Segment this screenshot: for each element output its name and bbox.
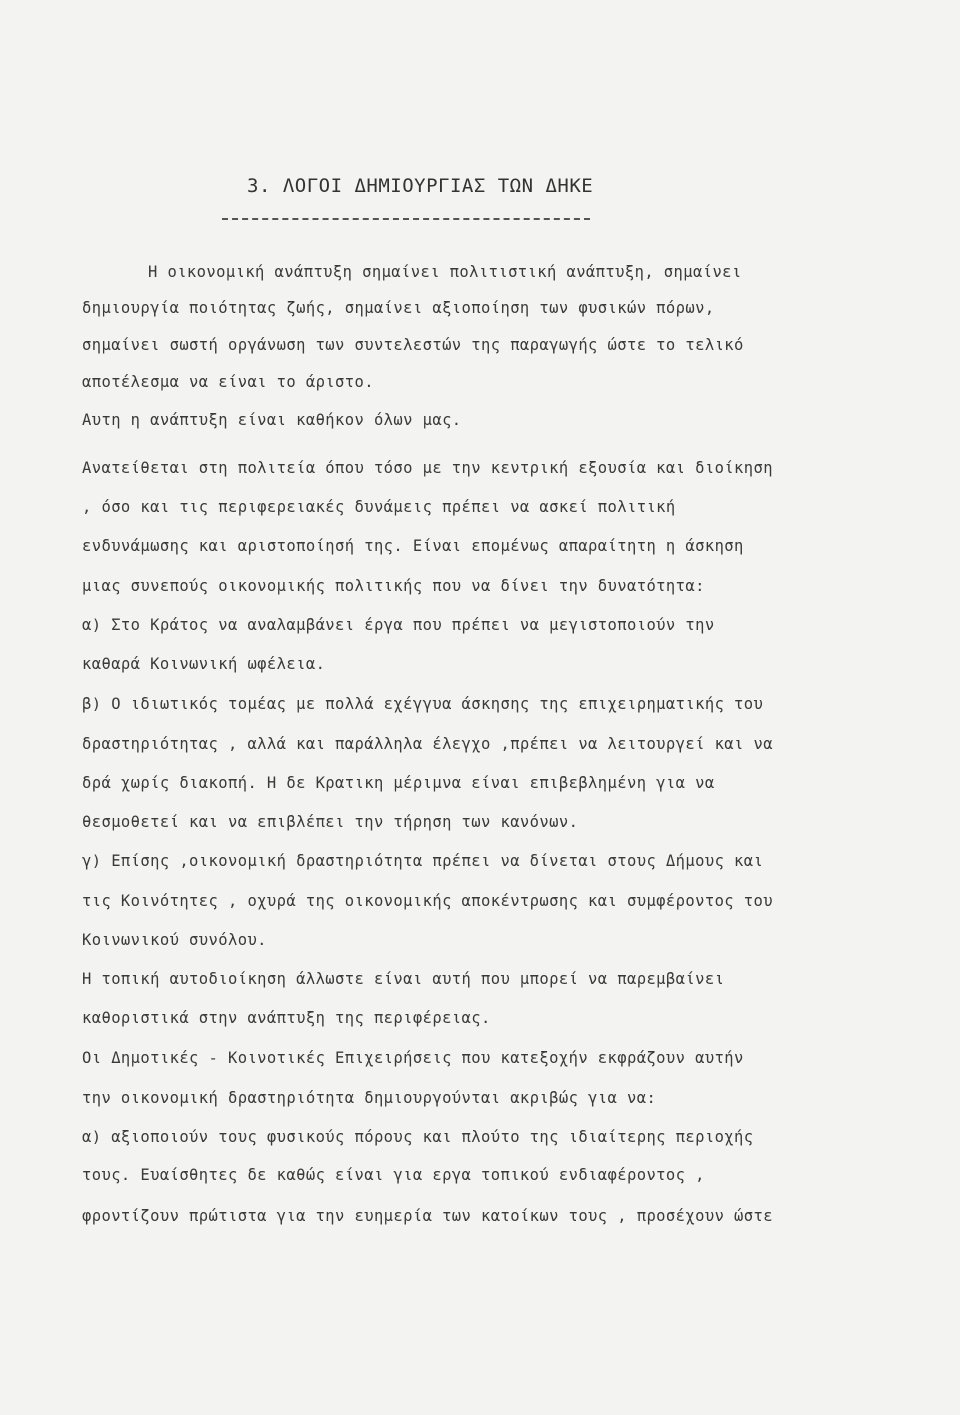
text-line: Οι Δημοτικές - Κοινοτικές Επιχειρήσεις που κατεξοχήν εκφράζουν αυτήν <box>82 1049 744 1067</box>
text-line: φροντίζουν πρώτιστα για την ευημερία των κατοίκων τους , προσέχουν ώστε <box>82 1207 773 1225</box>
text-line: την οικονομική δραστηριότητα δημιουργούνται ακριβώς για να: <box>82 1089 657 1107</box>
text-line: , όσο και τις περιφερειακές δυνάμεις πρέπει να ασκεί πολιτική <box>82 498 676 516</box>
text-line: Ανατείθεται στη πολιτεία όπου τόσο με την κεντρική εξουσία και διοίκηση <box>82 459 773 477</box>
text-line: α) Στο Κράτος να αναλαμβάνει έργα που πρέπει να μεγιστοποιούν την <box>82 616 715 634</box>
text-line: α) αξιοποιούν τους φυσικούς πόρους και πλούτο της ιδιαίτερης περιοχής <box>82 1128 754 1146</box>
text-line: δημιουργία ποιότητας ζωής, σημαίνει αξιοποίηση των φυσικών πόρων, <box>82 299 715 317</box>
text-line: μιας συνεπούς οικονομικής πολιτικής που να δίνει την δυνατότητα: <box>82 577 705 595</box>
text-line: τις Κοινότητες , οχυρά της οικονομικής αποκέντρωσης και συμφέροντος του <box>82 892 773 910</box>
text-line: Αυτη η ανάπτυξη είναι καθήκον όλων μας. <box>82 411 462 429</box>
section-title: 3. ΛΟΓΟΙ ΔΗΜΙΟΥΡΓΙΑΣ ΤΩΝ ΔΗΚΕ <box>247 175 594 197</box>
text-line: Κοινωνικού συνόλου. <box>82 931 267 949</box>
text-line: τους. Ευαίσθητες δε καθώς είναι για εργα τοπικού ενδιαφέροντος , <box>82 1166 705 1184</box>
title-underline <box>222 218 590 220</box>
text-line: καθοριστικά στην ανάπτυξη της περιφέρειας. <box>82 1009 491 1027</box>
text-line: β) Ο ιδιωτικός τομέας με πολλά εχέγγυα άσκησης της επιχειρηματικής του <box>82 695 764 713</box>
text-line: σημαίνει σωστή οργάνωση των συντελεστών της παραγωγής ώστε το τελικό <box>82 336 744 354</box>
text-line: αποτέλεσμα να είναι το άριστο. <box>82 373 374 391</box>
text-line: Η τοπική αυτοδιοίκηση άλλωστε είναι αυτή που μπορεί να παρεμβαίνει <box>82 970 725 988</box>
text-line: θεσμοθετεί και να επιβλέπει την τήρηση των κανόνων. <box>82 813 579 831</box>
text-line: ενδυνάμωσης και αριστοποίησή της. Είναι επομένως απαραίτητη η άσκηση <box>82 537 744 555</box>
text-line: καθαρά Κοινωνική ωφέλεια. <box>82 655 326 673</box>
text-line: δρά χωρίς διακοπή. Η δε Κρατικη μέριμνα είναι επιβεβλημένη για να <box>82 774 715 792</box>
text-line: δραστηριότητας , αλλά και παράλληλα έλεγχο ,πρέπει να λειτουργεί και να <box>82 735 773 753</box>
text-line: Η οικονομική ανάπτυξη σημαίνει πολιτιστική ανάπτυξη, σημαίνει <box>148 263 742 281</box>
text-line: γ) Επίσης ,οικονομική δραστηριότητα πρέπει να δίνεται στους Δήμους και <box>82 852 764 870</box>
